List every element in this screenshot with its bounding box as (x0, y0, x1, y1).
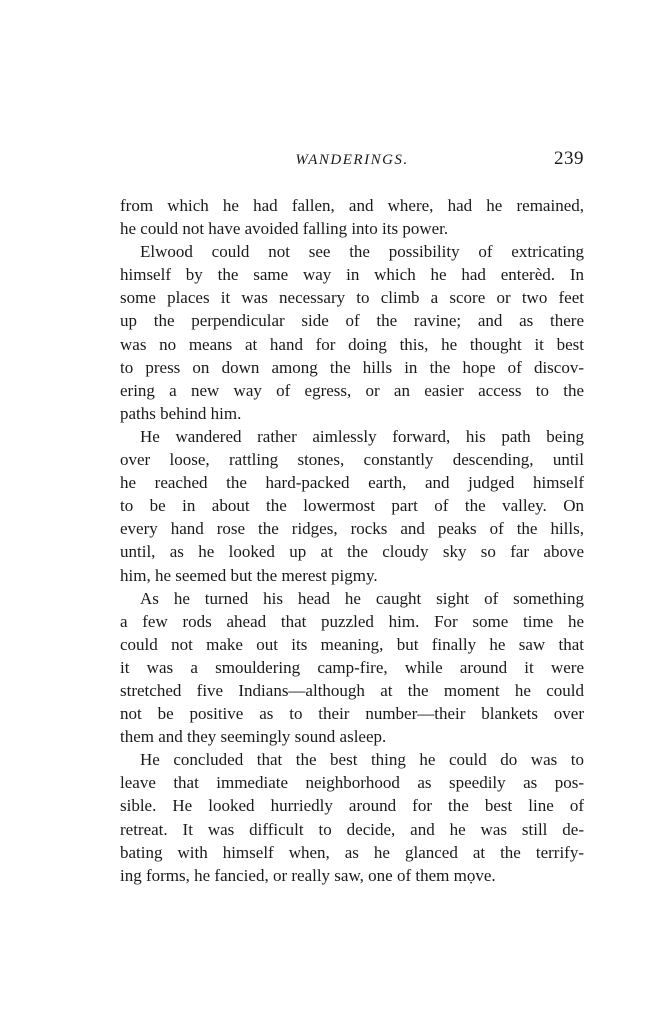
body-text (120, 194, 584, 887)
text-line: he could not have avoided falling into its power. (120, 219, 449, 239)
text-line: he reached the hard-packed earth, and judged himself (120, 473, 584, 493)
text-line: He wandered rather aimlessly forward, his path being (140, 426, 584, 446)
text-line: sible. He looked hurriedly around for the best line of (120, 796, 584, 816)
text-line: him, he seemed but the merest pigmy. (120, 565, 378, 585)
text-line: them and they seemingly sound asleep. (120, 727, 387, 747)
text-line: ering a new way of egress, or an easier access to the (120, 380, 584, 400)
text-line: stretched five Indians—although at the moment he could (120, 680, 584, 700)
text-line: retreat. It was difficult to decide, and he was still de- (120, 819, 584, 839)
text-line: to be in about the lowermost part of the valley. On (120, 496, 584, 516)
text-line: leave that immediate neighborhood as speedily as pos- (120, 773, 584, 793)
text-line: it was a smouldering camp-fire, while around it were (120, 657, 584, 677)
text-line: until, as he looked up at the cloudy sky so far above (120, 542, 584, 562)
text-line: He concluded that the best thing he could do was to (140, 750, 584, 770)
text-line: some places it was necessary to climb a score or two feet (120, 288, 584, 308)
text-line: every hand rose the ridges, rocks and peaks of the hills, (120, 519, 584, 539)
paragraph (120, 748, 584, 887)
paragraph (120, 425, 584, 587)
page-number: 239 (554, 148, 584, 169)
paragraph (120, 587, 584, 749)
text-line: from which he had fallen, and where, had he remained, (120, 196, 584, 215)
text-line: not be positive as to their number—their blankets over (120, 704, 584, 724)
text-line: paths behind him. (120, 403, 242, 423)
text-line: As he turned his head he caught sight of something (140, 588, 584, 608)
text-line: could not make out its meaning, but finally he saw that (120, 634, 584, 654)
paragraph (120, 240, 584, 425)
running-head (120, 148, 584, 174)
text-line: over loose, rattling stones, constantly descending, until (120, 450, 584, 470)
running-title: WANDERINGS. (295, 152, 409, 168)
paragraph (120, 194, 584, 240)
text-line: to press on down among the hills in the hope of discov- (120, 357, 584, 377)
text-line: was no means at hand for doing this, he thought it best (120, 334, 584, 354)
text-line: himself by the same way in which he had enterèd. In (120, 265, 584, 285)
text-line: up the perpendicular side of the ravine; and as there (120, 311, 584, 331)
text-line: ing forms, he fancied, or really saw, one of them mọve. (120, 865, 496, 885)
text-line: bating with himself when, as he glanced at the terrify- (120, 842, 584, 862)
text-line: Elwood could not see the possibility of extricating (140, 242, 584, 262)
text-line: a few rods ahead that puzzled him. For some time he (120, 611, 584, 631)
